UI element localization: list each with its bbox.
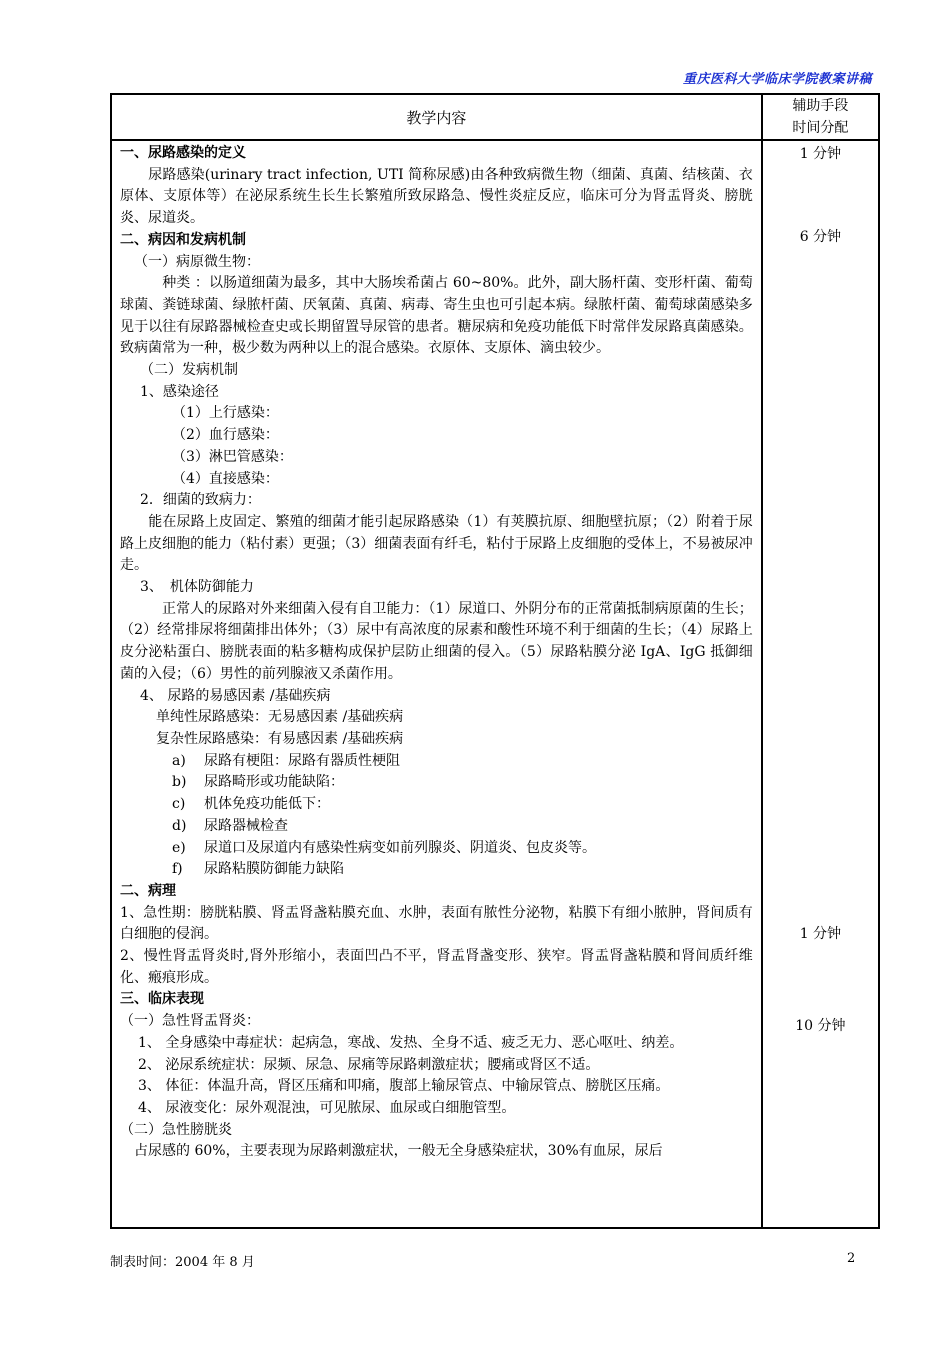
item-heading: 4、 尿路的易感因素 /基础疾病 [140, 687, 331, 704]
column-header-aids [762, 94, 879, 140]
list-item: 4、 尿液变化：尿外观混浊，可见脓尿、血尿或白细胞管型。 [138, 1099, 516, 1116]
list-item: 1、 全身感染中毒症状：起病急，寒战、发热、全身不适、疲乏无力、恶心呕吐、纳差。 [138, 1034, 684, 1051]
list-text: 尿路粘膜防御能力缺陷 [204, 861, 344, 878]
list-marker: f) [172, 861, 183, 878]
subsection-title: （一）急性肾盂肾炎： [120, 1013, 260, 1030]
time-allocation: 1 分钟 [799, 926, 842, 942]
paragraph: 占尿感的 60%，主要表现为尿路刺激症状，一般无全身感染症状，30%有血尿，尿后 [120, 1143, 663, 1160]
paragraph: 1、急性期：膀胱粘膜、肾盂肾盏粘膜充血、水肿，表面有脓性分泌物，粘膜下有细小脓肿，肾间质有白细胞的侵润。 [120, 904, 753, 943]
column-header-content: 教学内容 [111, 94, 762, 140]
section-title: 三、临床表现 [120, 991, 204, 1008]
list-item [120, 772, 753, 794]
list-marker: b) [172, 774, 187, 791]
list-item: 3、 体征：体温升高，肾区压痛和叩痛，腹部上输尿管点、中输尿管点、膀胱区压痛。 [138, 1078, 670, 1095]
list-marker: a) [172, 752, 186, 769]
subsection-title: （二）发病机制 [140, 362, 238, 379]
list-marker: d) [172, 817, 187, 834]
paragraph: 正常人的尿路对外来细菌入侵有自卫能力：（1）尿道口、外阴分布的正常菌抵制病原菌的生长；（2）经常排尿将细菌排出体外；（3）尿中有高浓度的尿素和酸性环境不利于细菌的生长；（4）尿路上皮分泌粘蛋白、膀胱表面的粘多糖构成保护层防止细菌的侵入。（5）尿路粘膜分泌 IgA、IgG 抵御细菌的入侵；（6）男性的前列腺液又杀菌作用。 [120, 600, 753, 682]
subsection-title: （二）急性膀胱炎 [120, 1121, 232, 1138]
list-text: 尿路有梗阻：尿路有器质性梗阻 [204, 752, 400, 769]
list-text: 机体免疫功能低下： [204, 796, 330, 813]
page-number: 2 [847, 1251, 856, 1266]
section-title: 二、病理 [120, 882, 176, 899]
list-item [120, 838, 753, 860]
list-marker: c) [172, 796, 186, 813]
subsection-title: （一）病原微生物： [134, 253, 260, 270]
list-text: 尿路器械检查 [204, 817, 288, 834]
column-header-aids-line1: 辅助手段 [792, 98, 849, 114]
time-allocation: 6 分钟 [799, 229, 842, 245]
lesson-table [110, 93, 880, 1229]
list-item: （4）直接感染： [172, 470, 279, 487]
section-title: 二、病因和发病机制 [120, 231, 246, 248]
paragraph: 能在尿路上皮固定、繁殖的细菌才能引起尿路感染（1）有荚膜抗原、细胞壁抗原；（2）附着于尿路上皮细胞的能力（粘付素）更强；（3）细菌表面有纤毛，粘付于尿路上皮细胞的受体上，不易被尿冲走。 [120, 513, 753, 574]
list-item: 2、 泌尿系统症状：尿频、尿急、尿痛等尿路刺激症状；腰痛或肾区不适。 [138, 1056, 600, 1073]
list-item: （2）血行感染： [172, 427, 279, 444]
list-item [120, 816, 753, 838]
list-item [120, 859, 753, 881]
list-marker: e) [172, 839, 186, 856]
time-allocation: 1 分钟 [799, 146, 842, 162]
list-item: （3）淋巴管感染： [172, 448, 293, 465]
risk-factor-list [120, 751, 753, 881]
time-allocation: 10 分钟 [795, 1018, 846, 1034]
column-header-aids-line2: 时间分配 [792, 120, 849, 136]
paragraph: 复杂性尿路感染：有易感因素 /基础疾病 [156, 730, 404, 747]
paragraph: 尿路感染(urinary tract infection, UTI 简称尿感)由各种致病微生物（细菌、真菌、结核菌、衣原体、支原体等）在泌尿系统生长生长繁殖所致尿路急、慢性炎症反应，临床可分为肾盂肾炎、膀胱炎、尿道炎。 [120, 166, 753, 227]
footer-date: 制表时间：2004 年 8 月 [110, 1255, 255, 1270]
list-item [120, 794, 753, 816]
section-title: 一、尿路感染的定义 [120, 145, 246, 161]
item-heading: 3、 机体防御能力 [140, 579, 254, 596]
paragraph: 单纯性尿路感染：无易感因素 /基础疾病 [156, 709, 404, 726]
teaching-content-cell [111, 140, 762, 1228]
item-heading: 2．细菌的致病力： [140, 492, 261, 509]
document-header-org: 重庆医科大学临床学院教案讲稿 [682, 72, 872, 87]
list-item: （1）上行感染： [172, 405, 279, 422]
list-text: 尿道口及尿道内有感染性病变如前列腺炎、阴道炎、包皮炎等。 [204, 839, 596, 856]
time-allocation-cell [762, 140, 879, 1228]
paragraph: 2、慢性肾盂肾炎时,肾外形缩小，表面凹凸不平，肾盂肾盏变形、狭窄。肾盂肾盏粘膜和肾间质纤维化、瘢痕形成。 [120, 948, 753, 986]
item-heading: 1、感染途径 [140, 383, 219, 400]
paragraph: 种类 ：以肠道细菌为最多，其中大肠埃希菌占 60~80%。此外，副大肠杆菌、变形杆菌、葡萄球菌、粪链球菌、绿脓杆菌、厌氧菌、真菌、病毒、寄生虫也可引起本病。绿脓杆菌、葡萄球菌感染多见于以往有尿路器械检查史或长期留置导尿管的患者。糖尿病和免疫功能低下时常伴发尿路真菌感染。致病菌常为一种，极少数为两种以上的混合感染。衣原体、支原体、滴虫较少。 [120, 275, 753, 357]
list-text: 尿路畸形或功能缺陷： [204, 774, 344, 791]
list-item [120, 751, 753, 773]
